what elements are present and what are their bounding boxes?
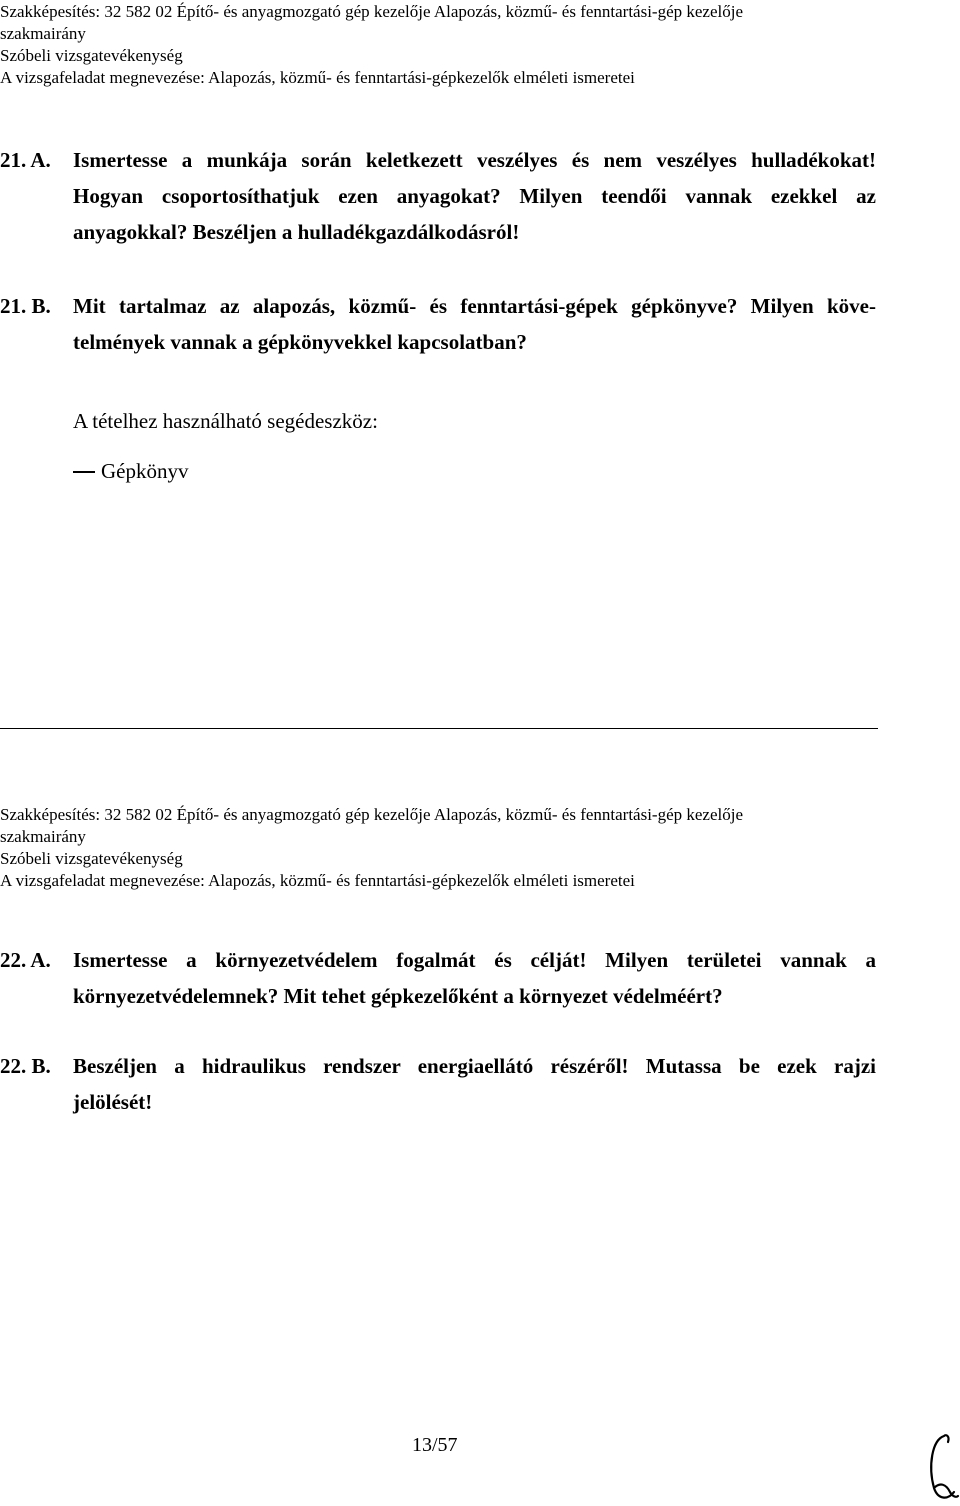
question-21a-number: 21. A. <box>0 148 51 172</box>
page-number: 13/57 <box>412 1434 458 1456</box>
dash-icon <box>73 471 95 473</box>
question-22a-line1 <box>0 942 876 978</box>
header-task-name: A vizsgafeladat megnevezése: Alapozás, közmű- és fenntartási-gépkezelők elméleti ismeretei <box>0 68 635 87</box>
question-21a-text-2: Hogyan csoportosíthatjuk ezen anyagokat? Milyen teendői vannak ezekkel az <box>73 184 876 208</box>
question-21b <box>0 288 876 360</box>
question-22a-number: 22. A. <box>0 948 51 972</box>
header-specialization: szakmairány <box>0 24 86 43</box>
aid-title: A tételhez használható segédeszköz: <box>73 409 378 433</box>
question-21a-line1 <box>0 142 876 178</box>
question-21b-line1 <box>0 288 876 324</box>
question-22a-text-1: Ismertesse a környezetvédelem fogalmát és célját! Milyen területei vannak a <box>73 948 876 972</box>
header-exam-activity: Szóbeli vizsgatevékenység <box>0 46 183 65</box>
page-header-second <box>0 804 900 892</box>
question-22a <box>0 942 876 1014</box>
page-header-top <box>0 1 900 89</box>
header-task-name: A vizsgafeladat megnevezése: Alapozás, közmű- és fenntartási-gépkezelők elméleti ismeretei <box>0 871 635 890</box>
question-22b-text-2: jelölését! <box>73 1090 153 1114</box>
question-22b-text-1: Beszéljen a hidraulikus rendszer energiaellátó részéről! Mutassa be ezek rajzi <box>73 1054 876 1078</box>
header-qualification: Szakképesítés: 32 582 02 Építő- és anyagmozgató gép kezelője Alapozás, közmű- és fenntartási-gép kezelője <box>0 2 744 21</box>
question-21b-text-2: telmények vannak a gépkönyvekkel kapcsolatban? <box>73 330 527 354</box>
question-21a-text-1: Ismertesse a munkája során keletkezett veszélyes és nem veszélyes hulladékokat! <box>73 148 876 172</box>
question-21a-text-3: anyagokkal? Beszéljen a hulladékgazdálkodásról! <box>73 220 520 244</box>
header-specialization: szakmairány <box>0 827 86 846</box>
header-exam-activity: Szóbeli vizsgatevékenység <box>0 849 183 868</box>
aid-item-label: Gépkönyv <box>101 459 189 483</box>
aid-item <box>73 456 189 486</box>
header-qualification: Szakképesítés: 32 582 02 Építő- és anyagmozgató gép kezelője Alapozás, közmű- és fenntartási-gép kezelője <box>0 805 744 824</box>
question-22b-number: 22. B. <box>0 1054 51 1078</box>
page-divider <box>0 728 878 729</box>
question-21a <box>0 142 876 250</box>
question-21b-text-1: Mit tartalmaz az alapozás, közmű- és fenntartási-gépek gépkönyve? Milyen köve- <box>73 294 876 318</box>
question-21b-number: 21. B. <box>0 294 51 318</box>
question-22b-line1 <box>0 1048 876 1084</box>
question-22a-text-2: környezetvédelemnek? Mit tehet gépkezelőként a környezet védelméért? <box>73 984 723 1008</box>
question-22b <box>0 1048 876 1120</box>
signature-icon <box>922 1426 960 1506</box>
